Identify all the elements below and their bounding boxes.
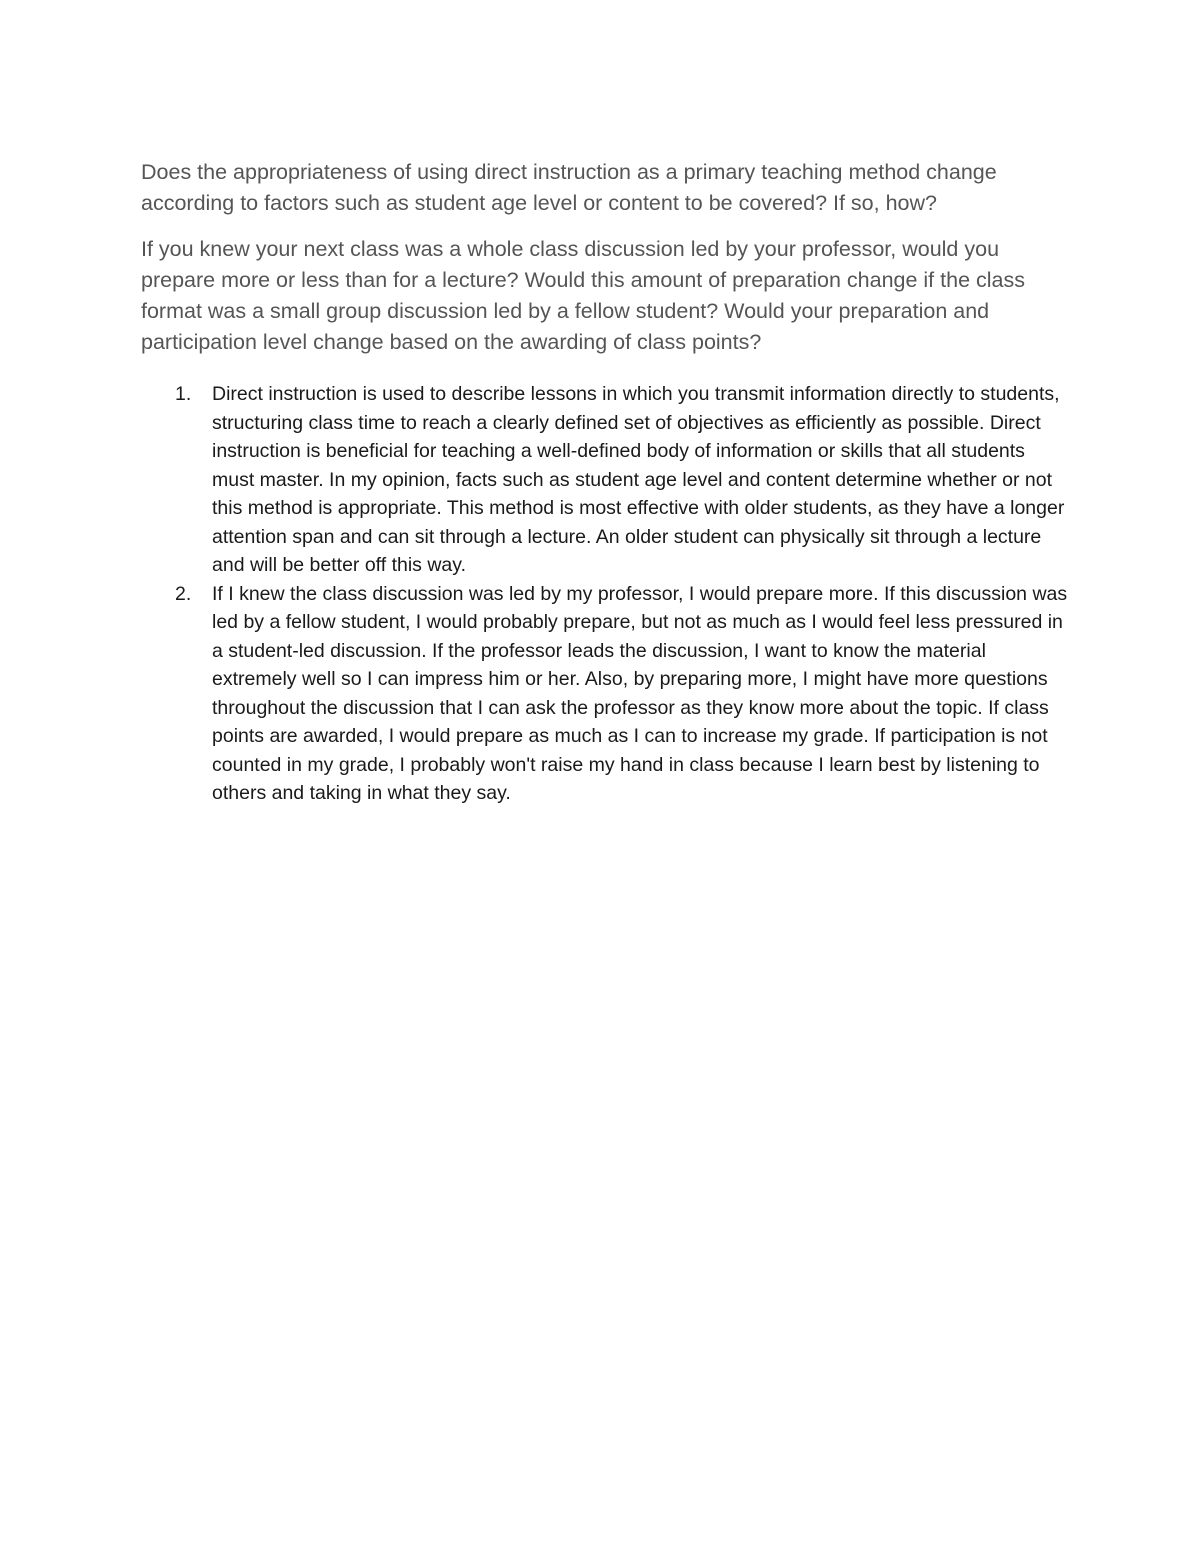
question-paragraph-2: If you knew your next class was a whole class discussion led by your professor, would you prepare more or less than for a lecture? Would this amount of preparation change if the class format was a small group discussion led by a fellow student? Would your preparation and participation level change based on the awarding of class points? bbox=[141, 237, 1025, 354]
answer-text: Direct instruction is used to describe lessons in which you transmit information directly to students, structuring class time to reach a clearly defined set of objectives as efficiently as possible. Direct instruction is beneficial for teaching a well-defined body of information or skills that all students must master. In my opinion, facts such as student age level and content determine whether or not this method is appropriate. This method is most effective with older students, as they have a longer attention span and can sit through a lecture. An older student can physically sit through a lecture and will be better off this way. bbox=[212, 383, 1065, 576]
answer-list bbox=[141, 380, 1071, 808]
answer-item-2 bbox=[141, 580, 1071, 808]
question-paragraph-1: Does the appropriateness of using direct instruction as a primary teaching method change according to factors such as student age level or content to be covered? If so, how? bbox=[141, 160, 997, 215]
answer-text: If I knew the class discussion was led by my professor, I would prepare more. If this discussion was led by a fellow student, I would probably prepare, but not as much as I would feel less pressured in a student-led discussion. If the professor leads the discussion, I want to know the material extremely well so I can impress him or her. Also, by preparing more, I might have more questions throughout the discussion that I can ask the professor as they know more about the topic. If class points are awarded, I would prepare as much as I can to increase my grade. If participation is not counted in my grade, I probably won't raise my hand in class because I learn best by listening to others and taking in what they say. bbox=[212, 582, 1068, 804]
answer-item-1 bbox=[141, 380, 1071, 580]
answer-number: 1. bbox=[175, 383, 192, 405]
answer-number: 2. bbox=[175, 582, 192, 605]
document-body bbox=[141, 157, 1071, 808]
